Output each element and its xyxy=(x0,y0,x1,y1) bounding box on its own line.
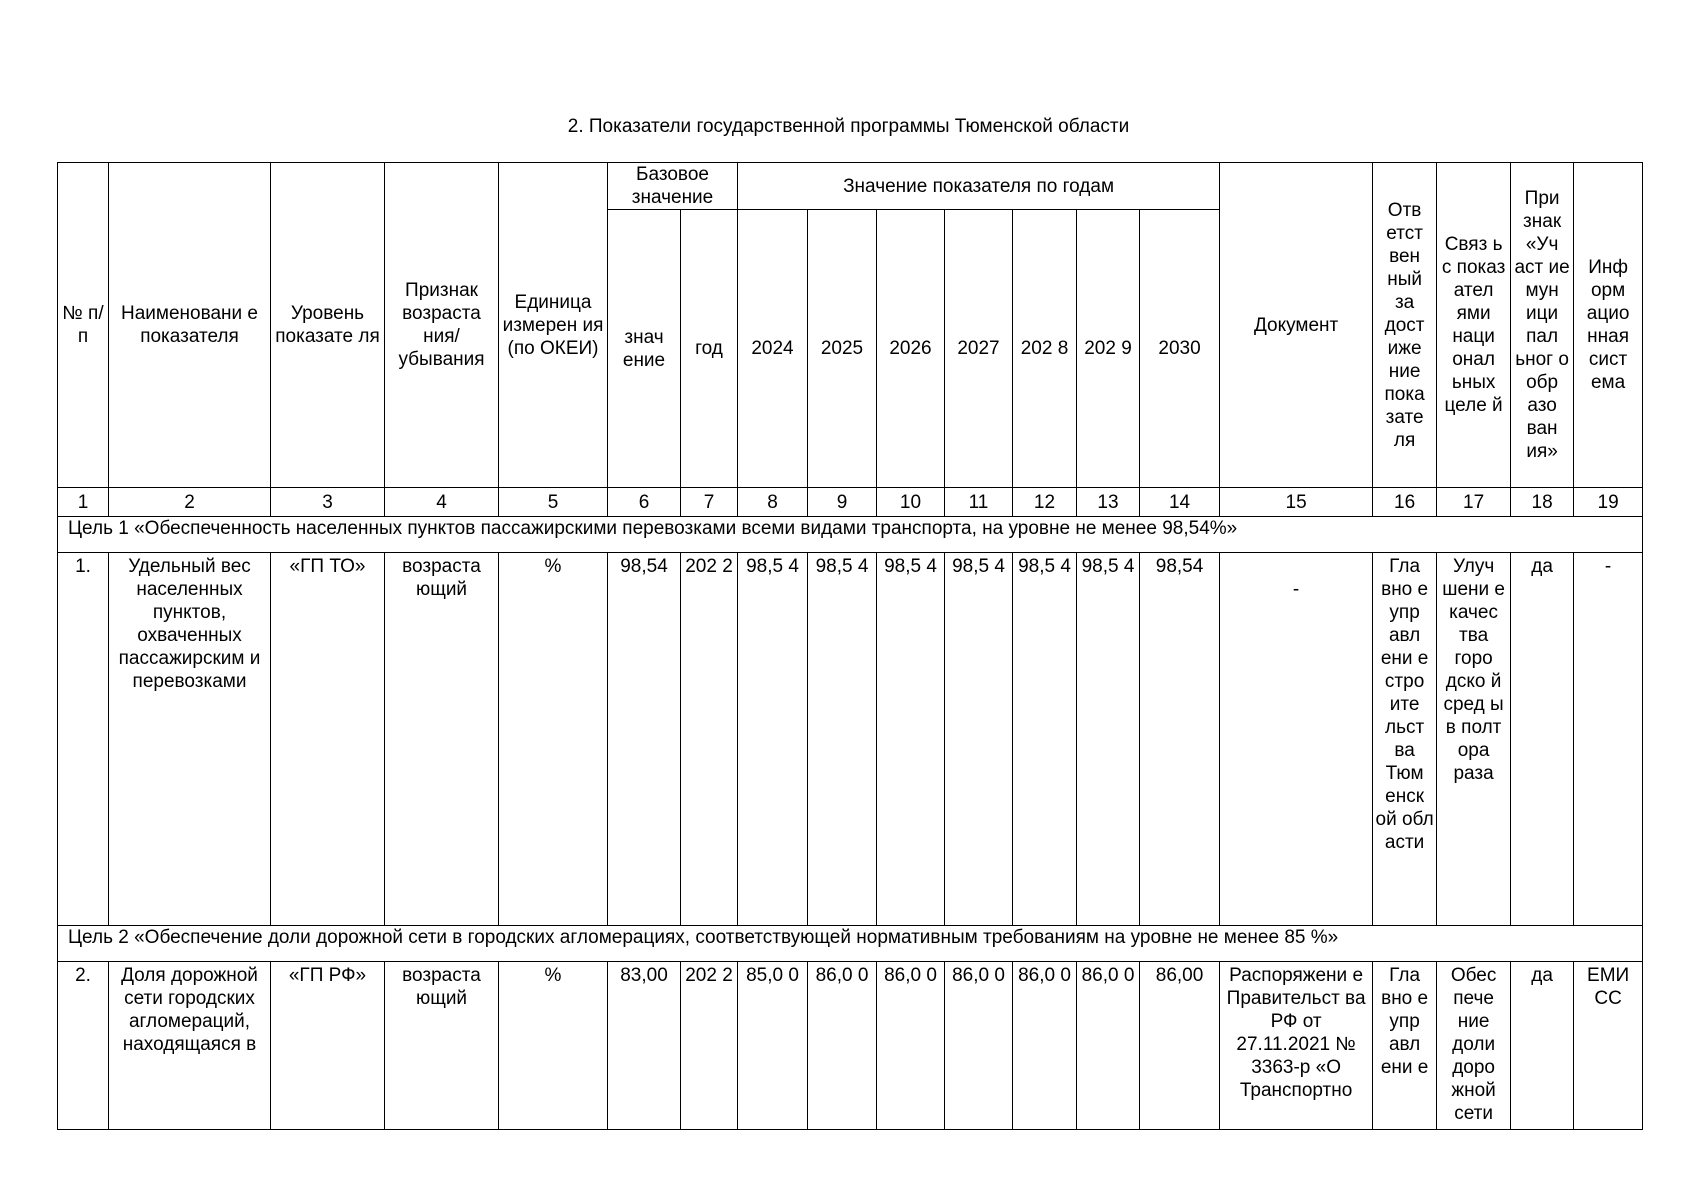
column-number: 13 xyxy=(1077,488,1140,517)
header-base-year: год xyxy=(681,210,738,488)
column-number: 2 xyxy=(109,488,271,517)
column-numbers-row xyxy=(58,488,1643,517)
value-2030: 98,54 xyxy=(1140,553,1220,926)
header-document: Документ xyxy=(1220,163,1373,488)
value-2028: 98,5 4 xyxy=(1013,553,1077,926)
column-number: 12 xyxy=(1013,488,1077,517)
document-title: 2. Показатели государственной программы Тюменской области xyxy=(567,116,1130,137)
info-system-cell: - xyxy=(1574,553,1643,926)
column-number: 6 xyxy=(608,488,681,517)
column-number: 9 xyxy=(808,488,877,517)
column-number: 4 xyxy=(385,488,499,517)
header-unit: Единица измерен ия (по ОКЕИ) xyxy=(499,163,608,488)
base-value: 83,00 xyxy=(608,962,681,1130)
info-system-cell: ЕМИ СС xyxy=(1574,962,1643,1130)
indicator-unit: % xyxy=(499,962,608,1130)
value-2030: 86,00 xyxy=(1140,962,1220,1130)
indicator-level: «ГП РФ» xyxy=(271,962,385,1130)
column-number: 15 xyxy=(1220,488,1373,517)
row-num: 1. xyxy=(58,553,109,926)
municipal-participation-cell: да xyxy=(1511,553,1574,926)
value-2026: 86,0 0 xyxy=(877,962,945,1130)
indicator-level: «ГП ТО» xyxy=(271,553,385,926)
column-number: 8 xyxy=(738,488,808,517)
column-number: 14 xyxy=(1140,488,1220,517)
base-year: 202 2 xyxy=(681,553,738,926)
header-year-2029: 202 9 xyxy=(1077,210,1140,488)
value-2025: 86,0 0 xyxy=(808,962,877,1130)
column-number: 19 xyxy=(1574,488,1643,517)
value-2027: 98,5 4 xyxy=(945,553,1013,926)
row-num: 2. xyxy=(58,962,109,1130)
column-number: 16 xyxy=(1373,488,1437,517)
value-2024: 85,0 0 xyxy=(738,962,808,1130)
value-2024: 98,5 4 xyxy=(738,553,808,926)
indicator-trend: возраста ющий xyxy=(385,553,499,926)
column-number: 5 xyxy=(499,488,608,517)
header-base-group: Базовое значение xyxy=(608,163,738,210)
header-trend: Признак возраста ния/ убывания xyxy=(385,163,499,488)
header-year-2030: 2030 xyxy=(1140,210,1220,488)
indicator-unit: % xyxy=(499,553,608,926)
national-goals-link-cell: Обес пече ние доли доро жной сети xyxy=(1437,962,1511,1130)
column-number: 3 xyxy=(271,488,385,517)
header-year-2027: 2027 xyxy=(945,210,1013,488)
value-2027: 86,0 0 xyxy=(945,962,1013,1130)
header-base-value: знач ение xyxy=(608,210,681,488)
national-goals-link-cell: Улуч шени е качес тва горо дско й сред ы в полт ора раза xyxy=(1437,553,1511,926)
header-municipal-participation: При знак «Уч аст ие мун ици пал ьног о обр азо ван ия» xyxy=(1511,163,1574,488)
document-cell: - xyxy=(1220,553,1373,926)
header-year-2025: 2025 xyxy=(808,210,877,488)
value-2026: 98,5 4 xyxy=(877,553,945,926)
header-level: Уровень показате ля xyxy=(271,163,385,488)
indicators-table xyxy=(57,162,1643,1130)
header-years-group: Значение показателя по годам xyxy=(738,163,1220,210)
column-number: 18 xyxy=(1511,488,1574,517)
column-number: 7 xyxy=(681,488,738,517)
indicator-trend: возраста ющий xyxy=(385,962,499,1130)
header-responsible: Отв етст вен ный за дост иже ние пока зате ля xyxy=(1373,163,1437,488)
value-2025: 98,5 4 xyxy=(808,553,877,926)
header-num: № п/п xyxy=(58,163,109,488)
document-cell: Распоряжени е Правительст ва РФ от 27.11.2021 № 3363-р «О Транспортно xyxy=(1220,962,1373,1130)
column-number: 1 xyxy=(58,488,109,517)
value-2029: 86,0 0 xyxy=(1077,962,1140,1130)
column-number: 11 xyxy=(945,488,1013,517)
header-year-2028: 202 8 xyxy=(1013,210,1077,488)
responsible-cell: Гла вно е упр авл ени е xyxy=(1373,962,1437,1130)
value-2028: 86,0 0 xyxy=(1013,962,1077,1130)
indicator-name: Удельный вес населенных пунктов, охваченных пассажирским и перевозками xyxy=(109,553,271,926)
header-national-goals-link: Связ ь с показ ател ями наци онал ьных целе й xyxy=(1437,163,1511,488)
value-2029: 98,5 4 xyxy=(1077,553,1140,926)
column-number: 17 xyxy=(1437,488,1511,517)
municipal-participation-cell: да xyxy=(1511,962,1574,1130)
indicator-name: Доля дорожной сети городских агломераций, находящаяся в xyxy=(109,962,271,1130)
header-year-2024: 2024 xyxy=(738,210,808,488)
base-value: 98,54 xyxy=(608,553,681,926)
base-year: 202 2 xyxy=(681,962,738,1130)
header-info-system: Инф орм ацио нная сист ема xyxy=(1574,163,1643,488)
responsible-cell: Гла вно е упр авл ени е стро ите льст ва Тюм енск ой обл асти xyxy=(1373,553,1437,926)
header-name: Наименовани е показателя xyxy=(109,163,271,488)
goal-1-row: Цель 1 «Обеспеченность населенных пунктов пассажирскими перевозками всеми видами транспорта, на уровне не менее 98,54%» xyxy=(58,517,1643,553)
table-row-2 xyxy=(58,962,1643,1130)
header-year-2026: 2026 xyxy=(877,210,945,488)
table-row-1 xyxy=(58,553,1643,926)
column-number: 10 xyxy=(877,488,945,517)
goal-2-row: Цель 2 «Обеспечение доли дорожной сети в городских агломерациях, соответствующей нормативным требованиям на уровне не менее 85 %» xyxy=(58,926,1643,962)
